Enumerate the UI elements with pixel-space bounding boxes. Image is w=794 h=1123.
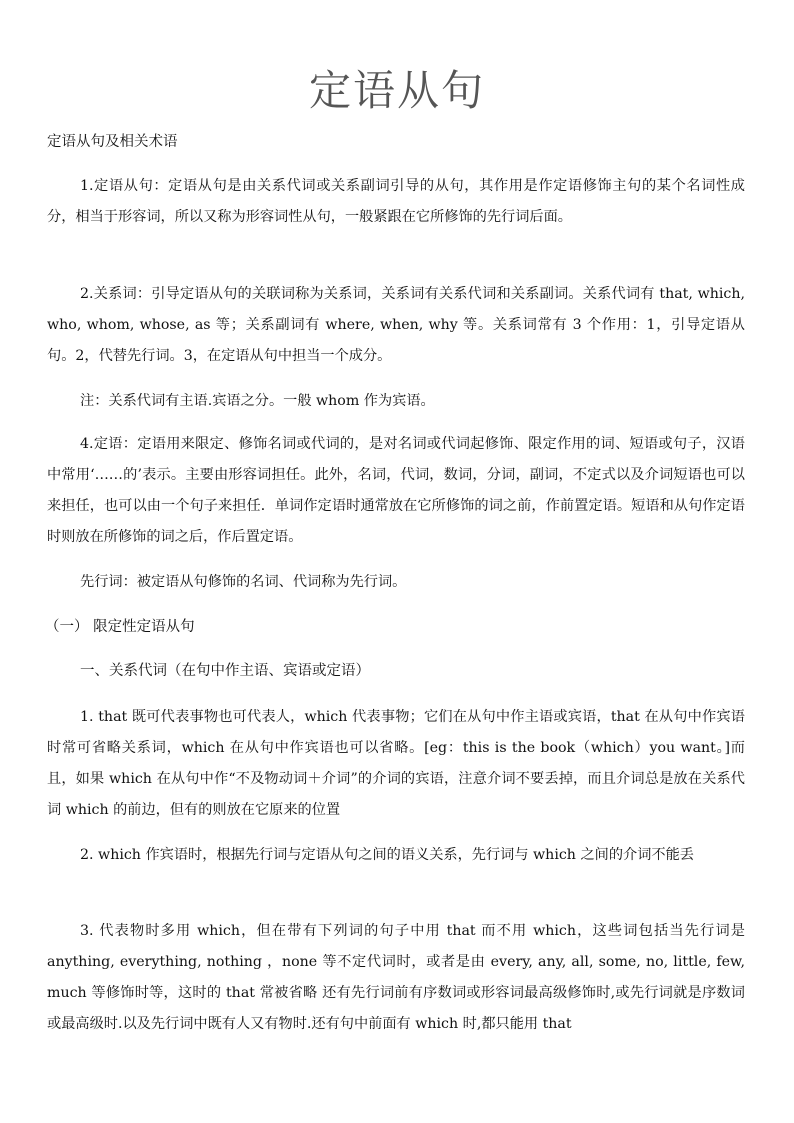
paragraph-relative-words: 2.关系词：引导定语从句的关联词称为关系词，关系词有关系代词和关系副词。关系代词有 that, which, who, whom, whose, as 等；关系副词有 where, when, why 等。关系词常有 3 个作用：1，引导定语从句。2，代替先行词。3，在定语从句中担当一个成分。: [47, 286, 745, 364]
page-title: 定语从句: [308, 66, 485, 115]
subsection-heading: （一） 限定性定语从句: [45, 619, 195, 635]
list-item-1: 1. that 既可代表事物也可代表人，which 代表事物；它们在从句中作主语或宾语，that 在从句中作宾语时常可省略关系词，which 在从句中作宾语也可以省略。[eg：this is the book（which）you want。]而且，如果 which 在从句中作“不及物动词＋介词”的介词的宾语，注意介词不要丢掉，而且介词总是放在关系代词 which 的前边，但有的则放在它原来的位置: [47, 709, 745, 818]
section-heading: 定语从句及相关术语: [47, 134, 178, 150]
paragraph-definition: 1.定语从句：定语从句是由关系代词或关系副词引导的从句，其作用是作定语修饰主句的某个名词性成分，相当于形容词，所以又称为形容词性从句，一般紧跟在它所修饰的先行词后面。: [47, 178, 745, 225]
subheading-relative-pronouns: 一、关系代词（在句中作主语、宾语或定语）: [80, 663, 370, 679]
paragraph-note: 注：关系代词有主语.宾语之分。一般 whom 作为宾语。: [80, 393, 435, 409]
list-item-2: 2. which 作宾语时，根据先行词与定语从句之间的语义关系，先行词与 which 之间的介词不能丢: [80, 847, 694, 863]
paragraph-attribute: 4.定语：定语用来限定、修饰名词或代词的，是对名词或代词起修饰、限定作用的词、短语或句子，汉语中常用‘……的’表示。主要由形容词担任。此外，名词，代词，数词，分词，副词，不定式以及介词短语也可以来担任，也可以由一个句子来担任．单词作定语时通常放在它所修饰的词之前，作前置定语。短语和从句作定语时则放在所修饰的词之后，作后置定语。: [47, 436, 745, 545]
list-item-3: 3. 代表物时多用 which，但在带有下列词的句子中用 that 而不用 which，这些词包括当先行词是 anything, everything, nothing ，none 等不定代词时，或者是由 every, any, all, some, no, little, few, much 等修饰时等，这时的 that 常被省略 还有先行词前有序数词或形容词最高级修饰时,或先行词就是序数词或最高级时.以及先行词中既有人又有物时.还有句中前面有 which 时,都只能用 that: [47, 923, 745, 1032]
paragraph-antecedent: 先行词：被定语从句修饰的名词、代词称为先行词。: [80, 574, 407, 590]
